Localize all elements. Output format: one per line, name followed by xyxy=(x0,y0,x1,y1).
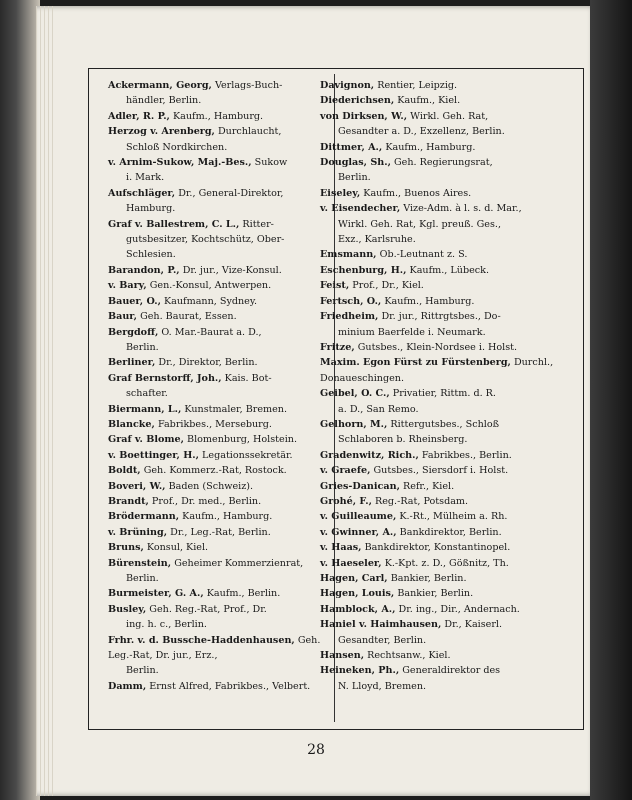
entry-detail: Kaufm., Hamburg. xyxy=(385,141,476,153)
entry-detail: Prof., Dr. med., Berlin. xyxy=(151,495,262,507)
directory-entry xyxy=(108,325,330,356)
entry-detail: Wirkl. Geh. Rat, xyxy=(410,110,489,122)
entry-name: Baur, xyxy=(108,311,137,323)
directory-entry xyxy=(320,571,578,586)
directory-entry xyxy=(108,432,330,447)
entry-detail: Durchlaucht, xyxy=(217,126,282,138)
entry-continuation: Schlesien. xyxy=(126,249,176,261)
entry-detail: Durchl., Donaueschingen. xyxy=(320,357,554,384)
entry-name: Friedheim, xyxy=(320,311,379,323)
directory-entry xyxy=(320,417,578,448)
entry-name: Brandt, xyxy=(108,495,149,507)
directory-entry xyxy=(320,663,578,694)
directory-entry xyxy=(320,140,578,155)
entry-name: Adler, R. P., xyxy=(108,110,170,122)
entry-detail: Geh. Leg.-Rat, Dr. jur., Erz., xyxy=(108,634,321,662)
entry-name: v. Haeseler, xyxy=(320,557,382,569)
right-column xyxy=(320,78,578,694)
directory-entry xyxy=(108,448,330,463)
entry-name: Damm, xyxy=(108,680,147,692)
entry-name: Grohé, F., xyxy=(320,495,372,507)
directory-entry xyxy=(108,402,330,417)
entry-continuation: Exz., Karlsruhe. xyxy=(338,234,416,246)
entry-name: Brödermann, xyxy=(108,511,180,523)
entry-detail: Konsul, Kiel. xyxy=(146,542,209,554)
entry-continuation: händler, Berlin. xyxy=(126,95,202,107)
entry-detail: Geh. Baurat, Essen. xyxy=(140,311,237,323)
entry-name: Graf v. Ballestrem, C. L., xyxy=(108,218,240,230)
directory-entry xyxy=(108,679,330,694)
directory-entry xyxy=(320,263,578,278)
entry-name: Fritze, xyxy=(320,341,355,353)
entry-name: Busley, xyxy=(108,603,147,615)
entry-detail: Legationssekretär. xyxy=(202,449,293,461)
entry-detail: Gen.-Konsul, Antwerpen. xyxy=(149,280,272,292)
directory-entry xyxy=(320,386,578,417)
entry-detail: Verlags-Buch- xyxy=(214,80,283,91)
directory-entry xyxy=(108,494,330,509)
entry-continuation: Berlin. xyxy=(126,341,159,353)
entry-detail: Kaufm., Hamburg. xyxy=(172,110,264,122)
entry-continuation: N. Lloyd, Bremen. xyxy=(338,680,427,692)
directory-entry xyxy=(108,556,330,587)
entry-continuation: Berlin. xyxy=(126,573,159,584)
entry-detail: Kunstmaler, Bremen. xyxy=(184,403,288,415)
entry-continuation: minium Baerfelde i. Neumark. xyxy=(338,326,486,338)
entry-continuation: Schlaboren b. Rheinsberg. xyxy=(338,434,468,446)
entry-name: Dittmer, A., xyxy=(320,141,383,153)
entry-detail: Bankdirektor, Berlin. xyxy=(399,526,502,538)
entry-name: Geibel, O. C., xyxy=(320,388,390,400)
entry-detail: Ob.-Leutnant z. S. xyxy=(379,249,468,261)
entry-detail: Gutsbes., Klein-Nordsee i. Holst. xyxy=(357,341,518,353)
entry-detail: Dr. jur., Rittrgtsbes., Do- xyxy=(381,311,501,323)
entry-detail: Blomenburg, Holstein. xyxy=(187,434,297,446)
directory-entry xyxy=(320,247,578,262)
entry-detail: Rittergutsbes., Schloß xyxy=(390,418,500,430)
entry-continuation: gutsbesitzer, Kochtschütz, Ober- xyxy=(126,234,285,246)
directory-entry xyxy=(108,109,330,124)
entry-name: Bergdoff, xyxy=(108,326,159,338)
directory-entry xyxy=(320,78,578,93)
entry-detail: K.-Kpt. z. D., Gößnitz, Th. xyxy=(384,557,509,569)
directory-entry xyxy=(320,556,578,571)
entry-detail: Geh. Reg.-Rat, Prof., Dr. xyxy=(149,603,267,615)
entry-name: v. Brüning, xyxy=(108,526,168,538)
entry-detail: Fabrikbes., Berlin. xyxy=(421,449,512,461)
entry-name: Eschenburg, H., xyxy=(320,264,407,276)
entry-detail: Kaufm., Hamburg. xyxy=(384,295,475,307)
directory-entry xyxy=(108,525,330,540)
entry-detail: Kaufm., Lübeck. xyxy=(409,264,490,276)
directory-entry xyxy=(108,602,330,633)
directory-entry xyxy=(320,186,578,201)
entry-name: Diederichsen, xyxy=(320,95,395,107)
entry-continuation: a. D., San Remo. xyxy=(338,403,419,415)
entry-name: v. Boettinger, H., xyxy=(108,449,199,461)
entry-detail: Kais. Bot- xyxy=(224,372,272,384)
entry-name: Bruns, xyxy=(108,542,144,554)
entry-detail: Refr., Kiel. xyxy=(402,480,455,492)
directory-entry xyxy=(108,633,330,679)
entry-name: Gradenwitz, Rich., xyxy=(320,449,419,461)
directory-entry xyxy=(108,586,330,601)
entry-detail: Vize-Adm. à l. s. d. Mar., xyxy=(403,203,522,215)
entry-name: von Dirksen, W., xyxy=(320,110,408,122)
entry-name: Blancke, xyxy=(108,418,155,430)
book-spine-edge xyxy=(0,0,40,800)
directory-entry xyxy=(320,463,578,478)
entry-name: v. Graefe, xyxy=(320,465,371,477)
entry-continuation: Berlin. xyxy=(338,172,371,184)
entry-detail: K.-Rt., Mülheim a. Rh. xyxy=(399,511,508,523)
directory-entry xyxy=(320,355,578,386)
directory-entry xyxy=(108,294,330,309)
entry-detail: Dr., Direktor, Berlin. xyxy=(158,357,258,369)
page-number: 28 xyxy=(307,742,325,758)
entry-name: Hagen, Carl, xyxy=(320,573,388,584)
entry-name: Bürenstein, xyxy=(108,557,172,569)
left-column xyxy=(108,78,330,694)
entry-name: Heineken, Ph., xyxy=(320,665,400,677)
entry-name: Biermann, L., xyxy=(108,403,182,415)
entry-detail: Bankdirektor, Konstantinopel. xyxy=(364,542,511,554)
entry-detail: Dr. jur., Vize-Konsul. xyxy=(182,264,282,276)
directory-entry xyxy=(320,494,578,509)
entry-detail: Gutsbes., Siersdorf i. Holst. xyxy=(373,465,509,477)
entry-detail: Rentier, Leipzig. xyxy=(377,80,458,91)
entry-detail: Dr. ing., Dir., Andernach. xyxy=(398,603,520,615)
entry-detail: Kaufm., Kiel. xyxy=(397,95,461,107)
entry-continuation: Hamburg. xyxy=(126,203,176,215)
entry-name: v. Eisendecher, xyxy=(320,203,401,215)
directory-entry xyxy=(320,617,578,648)
entry-detail: Rechtsanw., Kiel. xyxy=(367,650,451,662)
directory-entry xyxy=(320,525,578,540)
entry-continuation: Wirkl. Geh. Rat, Kgl. preuß. Ges., xyxy=(338,218,501,230)
directory-entry xyxy=(108,155,330,186)
entry-name: Barandon, P., xyxy=(108,264,180,276)
entry-detail: Fabrikbes., Merseburg. xyxy=(157,418,272,430)
entry-name: Ackermann, Georg, xyxy=(108,80,212,91)
directory-entry xyxy=(320,648,578,663)
entry-detail: Sukow xyxy=(254,157,288,169)
entry-name: Graf v. Blome, xyxy=(108,434,184,446)
directory-entry xyxy=(320,509,578,524)
entry-name: Boldt, xyxy=(108,465,141,477)
directory-entry xyxy=(108,278,330,293)
directory-entry xyxy=(320,155,578,186)
entry-detail: Privatier, Rittm. d. R. xyxy=(392,388,496,400)
directory-entry xyxy=(320,309,578,340)
entry-detail: Geh. Regierungsrat, xyxy=(394,157,493,169)
directory-entry xyxy=(108,186,330,217)
entry-name: Douglas, Sh., xyxy=(320,157,391,169)
directory-entry xyxy=(108,479,330,494)
entry-detail: Dr., General-Direktor, xyxy=(178,187,284,199)
entry-name: Graf Bernstorff, Joh., xyxy=(108,372,222,384)
directory-entry xyxy=(108,417,330,432)
page-stack-edge xyxy=(36,6,54,796)
entry-detail: Dr., Leg.-Rat, Berlin. xyxy=(170,526,271,538)
entry-name: Burmeister, G. A., xyxy=(108,588,204,600)
entry-detail: Dr., Kaiserl. xyxy=(444,619,503,631)
directory-entry xyxy=(108,309,330,324)
directory-entry xyxy=(108,124,330,155)
entry-name: v. Arnim-Sukow, Maj.-Bes., xyxy=(108,157,252,169)
entry-continuation: Berlin. xyxy=(126,665,159,677)
entry-continuation: schafter. xyxy=(126,388,168,400)
entry-detail: Prof., Dr., Kiel. xyxy=(352,280,424,292)
entry-name: Frhr. v. d. Bussche-Haddenhausen, xyxy=(108,634,295,646)
entry-detail: Geh. Kommerz.-Rat, Rostock. xyxy=(143,465,287,477)
entry-name: Bauer, O., xyxy=(108,295,161,307)
directory-entry xyxy=(108,540,330,555)
entry-name: Eiseley, xyxy=(320,187,361,199)
entry-detail: Ernst Alfred, Fabrikbes., Velbert. xyxy=(149,680,311,692)
entry-name: Aufschläger, xyxy=(108,187,176,199)
directory-entry xyxy=(320,93,578,108)
entry-name: v. Bary, xyxy=(108,280,147,292)
directory-entry xyxy=(320,602,578,617)
entry-continuation: ing. h. c., Berlin. xyxy=(126,619,207,631)
entry-name: Maxim. Egon Fürst zu Fürstenberg, xyxy=(320,357,511,369)
entry-name: v. Guilleaume, xyxy=(320,511,397,523)
entry-continuation: Gesandter a. D., Exzellenz, Berlin. xyxy=(338,126,505,138)
entry-name: Hagen, Louis, xyxy=(320,588,395,600)
entry-detail: Kaufm., Buenos Aires. xyxy=(363,187,472,199)
entry-continuation: i. Mark. xyxy=(126,172,165,184)
directory-entry xyxy=(320,109,578,140)
entry-detail: Bankier, Berlin. xyxy=(397,588,474,600)
entry-name: Fertsch, O., xyxy=(320,295,382,307)
entry-detail: Kaufm., Hamburg. xyxy=(182,511,273,523)
directory-entry xyxy=(108,263,330,278)
entry-detail: Reg.-Rat, Potsdam. xyxy=(375,495,469,507)
entry-detail: Bankier, Berlin. xyxy=(390,573,467,584)
directory-entry xyxy=(108,217,330,263)
directory-entry xyxy=(320,479,578,494)
entry-detail: Ritter- xyxy=(242,218,274,230)
entry-detail: Generaldirektor des xyxy=(402,665,501,677)
entry-name: Davignon, xyxy=(320,80,375,91)
entry-name: v. Haas, xyxy=(320,542,362,554)
directory-entry xyxy=(320,340,578,355)
entry-name: Emsmann, xyxy=(320,249,377,261)
directory-entry xyxy=(108,371,330,402)
directory-entry xyxy=(108,463,330,478)
facing-page-shadow xyxy=(590,0,632,800)
entry-name: Berliner, xyxy=(108,357,156,369)
entry-detail: Kaufm., Berlin. xyxy=(206,588,281,600)
entry-name: v. Gwinner, A., xyxy=(320,526,397,538)
directory-entry xyxy=(320,586,578,601)
entry-name: Feist, xyxy=(320,280,350,292)
entry-name: Hamblock, A., xyxy=(320,603,396,615)
entry-detail: Geheimer Kommerzienrat, xyxy=(174,557,304,569)
entry-detail: Baden (Schweiz). xyxy=(168,480,254,492)
entry-continuation: Gesandter, Berlin. xyxy=(338,634,427,646)
entry-name: Haniel v. Haimhausen, xyxy=(320,619,442,631)
entry-name: Gelhorn, M., xyxy=(320,418,388,430)
entry-name: Gries-Danican, xyxy=(320,480,400,492)
entry-name: Hansen, xyxy=(320,650,365,662)
directory-entry xyxy=(320,294,578,309)
directory-entry xyxy=(320,540,578,555)
directory-entry xyxy=(108,78,330,109)
entry-name: Boveri, W., xyxy=(108,480,166,492)
entry-name: Herzog v. Arenberg, xyxy=(108,126,215,138)
directory-entry xyxy=(108,355,330,370)
directory-entry xyxy=(320,278,578,293)
entry-detail: O. Mar.-Baurat a. D., xyxy=(161,326,262,338)
directory-entry xyxy=(108,509,330,524)
directory-entry xyxy=(320,201,578,247)
entry-continuation: Schloß Nordkirchen. xyxy=(126,141,228,153)
directory-entry xyxy=(320,448,578,463)
entry-detail: Kaufmann, Sydney. xyxy=(163,295,258,307)
